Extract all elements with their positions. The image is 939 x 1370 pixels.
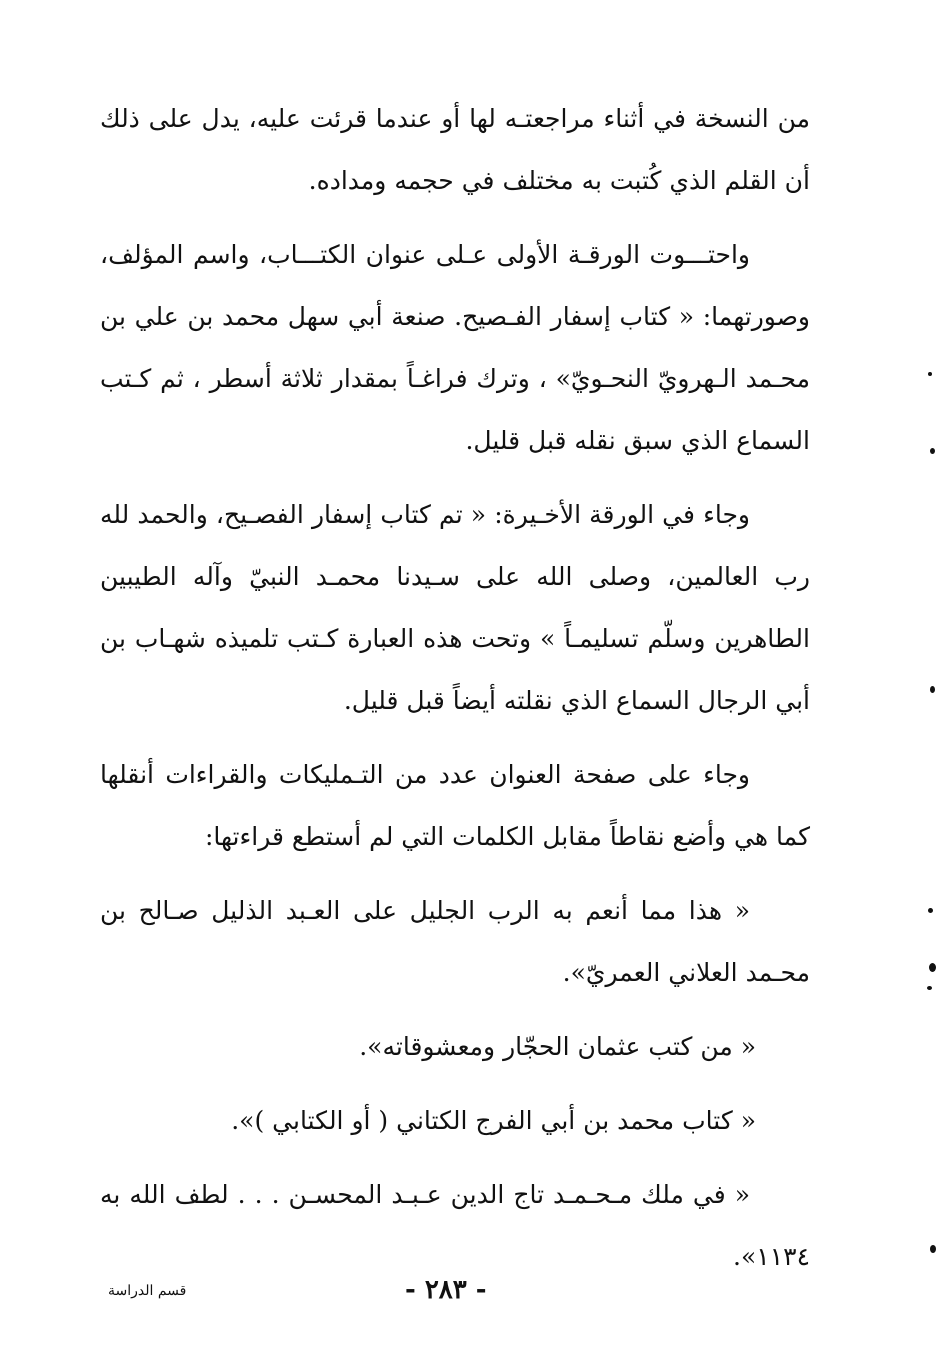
ownership-entry: « كتاب محمد بن أبي الفرج الكتاني ( أو الكتابي )». bbox=[231, 1106, 756, 1135]
scan-speck bbox=[928, 908, 933, 913]
scan-speck bbox=[930, 686, 935, 693]
paragraph-ownership-intro: وجاء على صفحة العنوان عدد من التـمليكات والقراءات أنقلها كما هي وأضع نقاطاً مقابل الكلمات التي لم أستطع قراءتها: bbox=[100, 760, 810, 851]
body-text bbox=[100, 88, 810, 1300]
paragraph-manuscript-note: من النسخة في أثناء مراجعتـه لها أو عندما قرئت عليه، يدل على ذلك أن القلم الذي كُتبت به مختلف في حجمه ومداده. bbox=[100, 104, 810, 195]
scan-speck bbox=[929, 963, 936, 972]
section-name: قسم الدراسة bbox=[108, 1283, 187, 1299]
page-number: - ٢٨٣ - bbox=[405, 1275, 487, 1305]
paragraph-first-leaf: واحتـــوت الورقـة الأولى عـلى عنوان الكتـــاب، واسم المؤلف، وصورتهما: « كتاب إسفار الفـصيح. صنعة أبي سهل محمد بن علي بن محـمد الـهرويّ النحـويّ» ، وترك فراغـاً بمقدار ثلاثة أسطر ، ثم كـتب السماع الذي سبق نقله قبل قليل. bbox=[100, 240, 810, 455]
scan-speck bbox=[927, 986, 932, 990]
ownership-entry: « هذا مما أنعم به الرب الجليل على العـبد الذليل صـالح بن محـمد العلاني العمريّ». bbox=[100, 896, 810, 987]
scan-speck bbox=[930, 448, 935, 454]
page-footer bbox=[0, 1275, 939, 1315]
scan-speck bbox=[930, 1245, 936, 1253]
ownership-entry: « من كتب عثمان الحجّار ومعشوقاته». bbox=[359, 1032, 756, 1061]
scan-speck bbox=[928, 372, 932, 376]
ownership-entry: « في ملك مـحـمـد تاج الدين عـبـد المحسـن . . . لطف الله به ١١٣٤». bbox=[100, 1180, 810, 1271]
paragraph-last-leaf: وجاء في الورقة الأخـيرة: « تم كتاب إسفار الفصـيح، والحمد لله رب العالمين، وصلى الله على سـيدنا محمـد النبيّ وآله الطيبين الطاهرين وسلّم تسليمـاً » وتحت هذه العبارة كـتب تلميذه شهـاب بن أبي الرجال السماع الذي نقلته أيضاً قبل قليل. bbox=[100, 500, 810, 715]
